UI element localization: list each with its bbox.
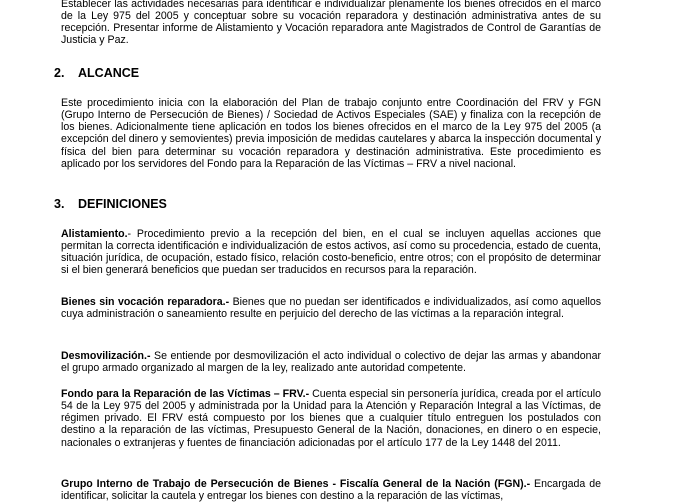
definition-term: Fondo para la Reparación de las Víctimas – FRV.- — [61, 388, 310, 400]
definition-text: - Procedimiento previo a la recepción del bien, en el cual se incluyen aquellas acciones que permitan la correcta identificación e individualización de estos activos, así como su procedencia, estado de cuenta, situación jurídica, de ocupación, estado físico, relación costo-beneficio, entre otros; con el propósito de determinar si el bien generará beneficios que puedan ser traducidos en recursos para la reparación. — [61, 228, 601, 277]
alcance-text: Este procedimiento inicia con la elaboración del Plan de trabajo conjunto entre Coordinación del FRV y FGN (Grupo Interno de Persecución de Bienes) / Sociedad de Activos Especiales (SAE) y finaliza con la recepción de los bienes. Adicionalmente tiene aplicación en todos los bienes ofrecidos en el marco de la Ley 975 del 2005 (a excepción del dinero y semovientes) previa imposición de medidas cautelares y abarca la inspección documental y física del bien para determinar su vocación reparadora y destinación administrativa. Este procedimiento es aplicado por los servidores del Fondo para la Reparación de las Víctimas – FRV a nivel nacional. — [61, 97, 601, 170]
section-title: ALCANCE — [78, 66, 140, 80]
section-title: DEFINICIONES — [78, 197, 167, 211]
objective-text: Establecer las actividades necesarias para identificar e individualizar plenamente los bienes ofrecidos en el marco de la Ley 975 del 2005 y conceptuar sobre su vocación reparadora y destinación administrativa antes de su recepción. Presentar informe de Alistamiento y Vocación reparadora ante Magistrados de Control de Garantías de Justicia y Paz. — [61, 0, 601, 47]
definition-term: Desmovilización.- — [61, 350, 151, 362]
definition-grupo-interno — [61, 478, 601, 502]
section-number: 3. — [54, 197, 65, 211]
alcance-paragraph — [61, 97, 601, 170]
definition-alistamiento — [61, 228, 601, 277]
definition-text: Se entiende por desmovilización el acto individual o colectivo de dejar las armas y abandonar el grupo armado organizado al margen de la ley, realizado ante autoridad competente. — [61, 350, 601, 375]
section-heading-definiciones — [54, 197, 167, 211]
definition-text: Cuenta especial sin personería jurídica, creada por el artículo 54 de la Ley 975 del 2005 y administrada por la Unidad para la Atención y Reparación Integral a las Víctimas, de régimen privado. El FRV está compuesto por los bienes que a cualquier título entreguen los postulados con destino a la reparación de las víctimas, Presupuesto General de la Nación, donaciones, en dinero o en especie, nacionales o extranjeras y fuentes de financiación adicionadas por el artículo 177 de la Ley 1448 del 2011. — [61, 388, 601, 449]
definition-term: Alistamiento. — [61, 228, 128, 240]
definition-text: Bienes que no puedan ser identificados e individualizados, así como aquellos cuya administración o saneamiento resulte en perjuicio del derecho de las víctimas a la reparación integral. — [61, 296, 602, 321]
definition-desmovilizacion — [61, 350, 601, 374]
objective-paragraph — [61, 0, 601, 47]
definition-term: Grupo Interno de Trabajo de Persecución de Bienes - Fiscalía General de la Nación (FGN).- — [61, 478, 531, 490]
section-number: 2. — [54, 66, 65, 80]
definition-frv — [61, 388, 601, 449]
definition-term: Bienes sin vocación reparadora.- — [61, 296, 230, 308]
definition-bienes-sin-vocacion — [61, 296, 601, 320]
section-heading-alcance — [54, 66, 139, 80]
definition-text: Encargada de identificar, solicitar la cautela y entregar los bienes con destino a la reparación de las víctimas, — [61, 478, 601, 502]
